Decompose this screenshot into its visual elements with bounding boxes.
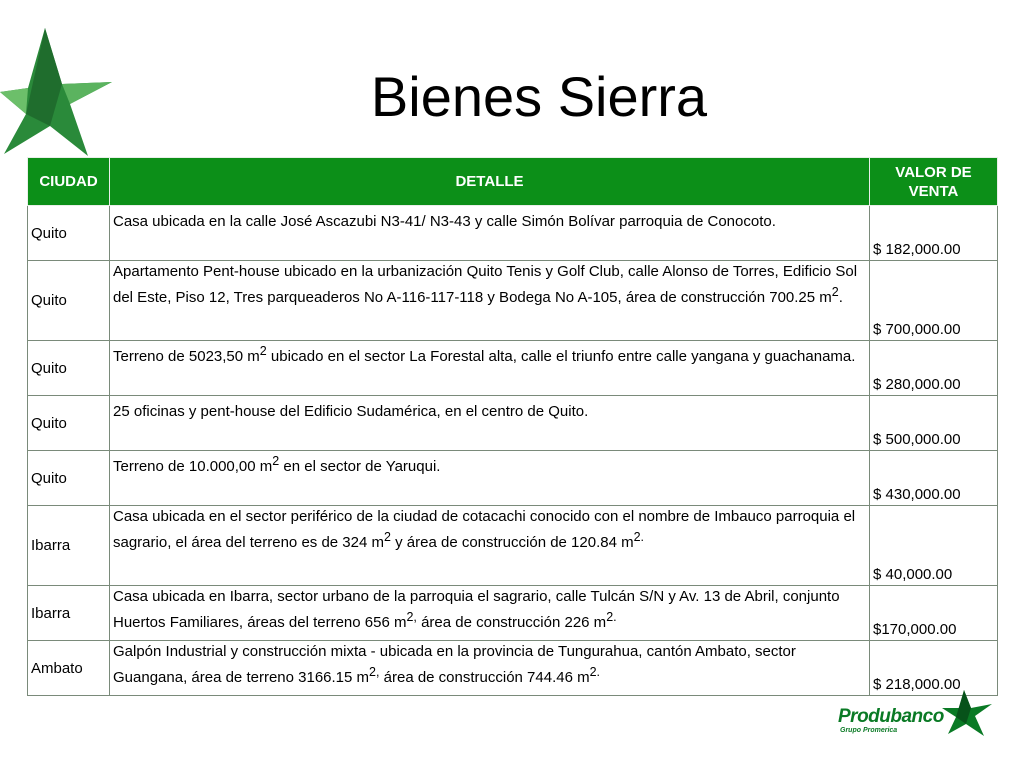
cell-price: $ 430,000.00 xyxy=(870,451,998,506)
detail-text: Apartamento Pent-house ubicado en la urbanización Quito Tenis y Golf Club, calle Alonso de Torres, Edificio Sol del Este, Piso 12, Tres parqueaderos No A-116-117-118 y Bodega No A-105, área de construcción 700.25 m xyxy=(113,263,858,306)
table-header-row xyxy=(28,158,998,206)
header-city: CIUDAD xyxy=(28,158,110,206)
cell-price: $ 40,000.00 xyxy=(870,506,998,586)
detail-text-continued: . xyxy=(838,289,843,306)
cell-city: Quito xyxy=(28,261,110,341)
detail-text: Terreno de 5023,50 m xyxy=(113,348,260,365)
cell-city: Ibarra xyxy=(28,586,110,641)
cell-detail xyxy=(110,506,870,586)
detail-text-continued: ubicado en el sector La Forestal alta, calle el triunfo entre calle yangana y guachanama. xyxy=(266,348,856,365)
header-detail: DETALLE xyxy=(110,158,870,206)
produbanco-star-icon xyxy=(942,690,994,736)
cell-city: Ambato xyxy=(28,641,110,696)
detail-text: Casa ubicada en Ibarra, sector urbano de la parroquia el sagrario, calle Tulcán S/N y Av. 13 de Abril, conjunto Huertos Familiares, áreas del terreno 656 m xyxy=(113,588,840,631)
detail-superscript: 2, xyxy=(406,610,417,624)
brand-name: Produbanco xyxy=(838,706,944,727)
properties-table xyxy=(27,157,998,696)
detail-superscript-2: 2. xyxy=(606,610,617,624)
cell-detail xyxy=(110,261,870,341)
detail-text: Casa ubicada en el sector periférico de la ciudad de cotacachi conocido con el nombre de Imbauco parroquia el sagrario, el área del terreno es de 324 m xyxy=(113,508,856,551)
cell-price: $170,000.00 xyxy=(870,586,998,641)
table-row xyxy=(28,451,998,506)
cell-price: $ 218,000.00 xyxy=(870,641,998,696)
table-row xyxy=(28,506,998,586)
cell-price: $ 182,000.00 xyxy=(870,206,998,261)
cell-city: Quito xyxy=(28,396,110,451)
cell-city: Ibarra xyxy=(28,506,110,586)
detail-superscript: 2, xyxy=(369,665,380,679)
cell-detail xyxy=(110,451,870,506)
header-price: VALOR DE VENTA xyxy=(870,158,998,206)
cell-price: $ 280,000.00 xyxy=(870,341,998,396)
table-row xyxy=(28,396,998,451)
detail-text-continued: área de construcción 744.46 m xyxy=(379,669,590,686)
cell-city: Quito xyxy=(28,206,110,261)
detail-text: Casa ubicada en la calle José Ascazubi N3-41/ N3-43 y calle Simón Bolívar parroquia de Conocoto. xyxy=(113,213,776,230)
detail-text: Terreno de 10.000,00 m xyxy=(113,458,273,475)
produbanco-logo xyxy=(834,690,994,738)
cell-detail xyxy=(110,396,870,451)
cell-detail xyxy=(110,341,870,396)
cell-city: Quito xyxy=(28,341,110,396)
page-title: Bienes Sierra xyxy=(370,65,708,128)
detail-text: 25 oficinas y pent-house del Edificio Sudamérica, en el centro de Quito. xyxy=(113,403,589,420)
table-row xyxy=(28,586,998,641)
table-row xyxy=(28,341,998,396)
cell-price: $ 500,000.00 xyxy=(870,396,998,451)
detail-text: Galpón Industrial y construcción mixta - ubicada en la provincia de Tungurahua, cantón Ambato, sector Guangana, área de terreno 3166.15 m xyxy=(113,643,796,686)
detail-superscript: 2 xyxy=(831,285,839,299)
cell-detail xyxy=(110,641,870,696)
detail-superscript: 2 xyxy=(272,454,280,468)
detail-text-continued: en el sector de Yaruqui. xyxy=(279,458,441,475)
detail-superscript: 2 xyxy=(259,344,267,358)
brand-subtitle: Grupo Promerica xyxy=(840,727,898,734)
detail-superscript-2: 2. xyxy=(589,665,601,679)
cell-city: Quito xyxy=(28,451,110,506)
detail-text-continued: y área de construcción de 120.84 m xyxy=(390,534,634,551)
detail-superscript-2: 2. xyxy=(633,530,645,544)
cell-detail xyxy=(110,586,870,641)
table-row xyxy=(28,641,998,696)
cell-price: $ 700,000.00 xyxy=(870,261,998,341)
cell-detail xyxy=(110,206,870,261)
table-row xyxy=(28,206,998,261)
table-row xyxy=(28,261,998,341)
detail-text-continued: área de construcción 226 m xyxy=(416,614,607,631)
detail-superscript: 2 xyxy=(384,530,391,544)
